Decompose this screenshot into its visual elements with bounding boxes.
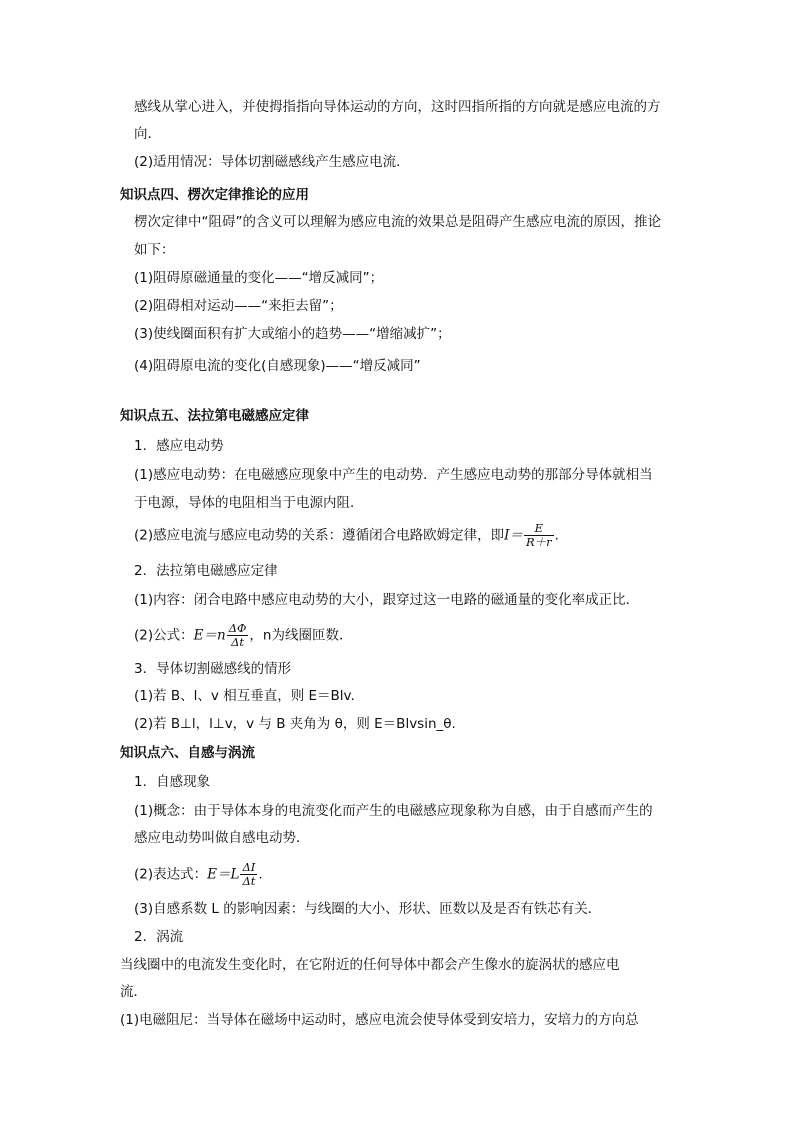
formula-end: ，n为线圈匝数． (249, 627, 353, 644)
subsection-title: 2．法拉第电磁感应定律 (134, 563, 278, 579)
subsection-title: 2．涡流 (134, 929, 184, 945)
paragraph-line: (1)概念：由于导体本身的电流变化而产生的电磁感应现象称为自感，由于自感而产生的 (134, 803, 653, 819)
fraction-numerator: ΔΦ (228, 621, 247, 635)
paragraph-line: 当线圈中的电流发生变化时，在它附近的任何导体中都会产生像水的旋涡状的感应电 (120, 957, 620, 973)
formula-label: (2)感应电流与感应电动势的关系：遵循闭合电路欧姆定律，即 (134, 527, 505, 544)
paragraph-line: (1)电磁阻尼：当导体在磁场中运动时，感应电流会使导体受到安培力，安培力的方向总 (120, 1012, 639, 1028)
subsection-title: 1．自感现象 (134, 774, 211, 790)
formula-end: . (554, 527, 559, 544)
fraction (240, 861, 257, 888)
paragraph-line: 感应电动势叫做自感电动势． (134, 830, 310, 846)
subsection-title: 1．感应电动势 (134, 438, 224, 454)
fraction-denominator: Δt (242, 874, 256, 888)
paragraph-line: 楞次定律中“阻碍”的含义可以理解为感应电流的效果总是阻碍产生感应电流的原因，推论 (134, 214, 661, 230)
paragraph-line: 于电源，导体的电阻相当于电源内阻． (134, 495, 364, 511)
paragraph-line: (3)自感系数 L 的影响因素：与线圈的大小、形状、匝数以及是否有铁芯有关． (134, 901, 602, 917)
formula-lhs: E＝n (193, 627, 226, 644)
section-heading-4: 知识点四、楞次定律推论的应用 (120, 187, 309, 203)
formula-end: . (258, 866, 263, 883)
paragraph-line: (1)若 B、l、v 相互垂直，则 E＝Blv. (134, 688, 355, 704)
fraction-numerator: ΔI (240, 861, 257, 875)
list-item: (3)使线圈面积有扩大或缩小的趋势——“增缩减扩”； (134, 326, 451, 342)
fraction-denominator: Δt (231, 635, 245, 649)
paragraph-line: (2)适用情况：导体切割磁感线产生感应电流． (134, 154, 410, 170)
section-heading-6: 知识点六、自感与涡流 (120, 745, 255, 761)
section-heading-5: 知识点五、法拉第电磁感应定律 (120, 408, 309, 424)
list-item: (1)阻碍原磁通量的变化——“增反减同”； (134, 270, 384, 286)
fraction (524, 522, 554, 549)
formula-line-faraday (134, 622, 680, 649)
formula-label: (2)公式： (134, 627, 194, 644)
formula-line-self-inductance (134, 861, 680, 888)
formula-lhs: I＝ (504, 527, 523, 544)
paragraph-line: (1)内容：闭合电路中感应电动势的大小，跟穿过这一电路的磁通量的变化率成正比． (134, 592, 640, 608)
subsection-title: 3．导体切割磁感线的情形 (134, 661, 292, 677)
paragraph-line: 流． (120, 984, 147, 1000)
formula-label: (2)表达式： (134, 866, 208, 883)
formula-lhs: E＝L (207, 866, 240, 883)
fraction (227, 622, 249, 649)
list-item: (4)阻碍原电流的变化(自感现象)——“增反减同” (134, 358, 421, 374)
paragraph-line: 感线从掌心进入，并使拇指指向导体运动的方向，这时四指所指的方向就是感应电流的方 (134, 99, 661, 115)
paragraph-line: 向． (134, 126, 161, 142)
list-item: (2)阻碍相对运动——“来拒去留”； (134, 298, 343, 314)
formula-line-ohm (134, 522, 680, 549)
paragraph-line: (2)若 B⊥l，l⊥v，v 与 B 夹角为 θ，则 E＝Blvsin_θ. (134, 716, 456, 732)
paragraph-line: (1)感应电动势：在电磁感应现象中产生的电动势．产生感应电动势的那部分导体就相当 (134, 467, 653, 483)
paragraph-line: 如下： (134, 242, 175, 258)
fraction-numerator: E (524, 522, 554, 536)
fraction-denominator: R＋r (525, 535, 552, 549)
